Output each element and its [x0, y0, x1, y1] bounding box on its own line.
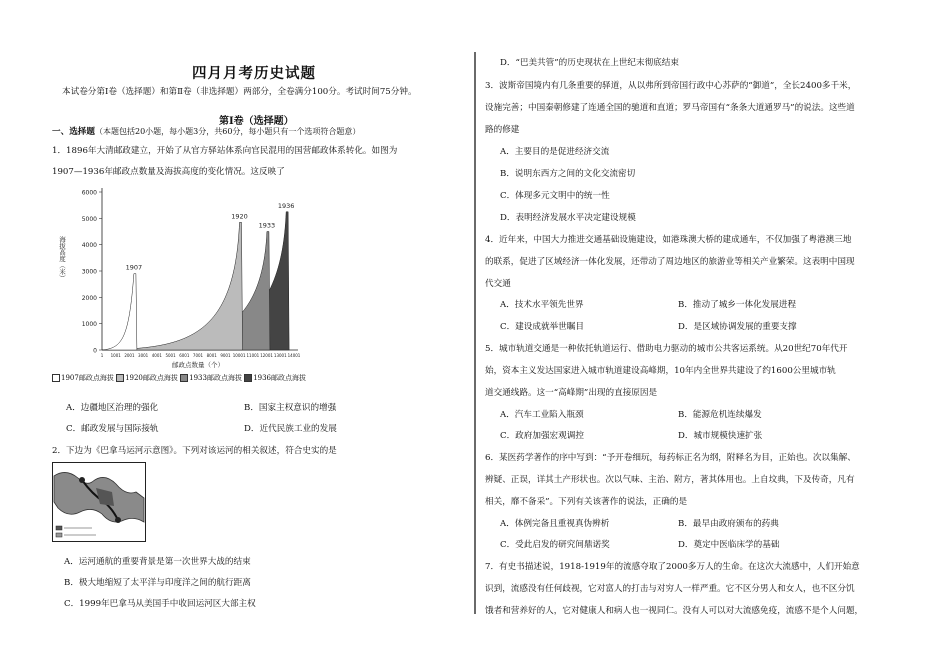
q2-option-b: B．极大地缩短了太平洋与印度洋之间的航行距离	[64, 578, 251, 588]
x-tick-label: 8001	[206, 353, 217, 358]
x-tick-label: 10001	[232, 353, 246, 358]
x-tick-label: 7001	[192, 353, 204, 358]
y-tick-label: 0	[93, 347, 97, 355]
q4-option-d: D．是区域协调发展的重要支撑	[678, 322, 797, 332]
q5-option-d: D．城市规模快速扩张	[678, 431, 763, 441]
q3-option-a: A．主要目的是促进经济交流	[500, 147, 610, 157]
series-area-1920邮政点海拔	[102, 222, 243, 350]
q1-chart	[50, 182, 310, 382]
q5-line3: 道交通线路。这一“高峰期”出现的直接原因是	[485, 388, 658, 398]
q6-option-a: A．体例完备且重视真伪辨析	[500, 519, 610, 529]
y-tick-label: 4000	[81, 242, 97, 250]
x-tick-label: 1	[100, 353, 104, 358]
q4-line2: 的联系，促进了区域经济一体化发展，还带动了周边地区的旅游业等相关产业繁荣。这表明中国现	[485, 257, 855, 267]
q5-option-b: B．能源危机连续爆发	[678, 410, 762, 420]
x-tick-label: 6001	[179, 353, 190, 358]
chart-legend	[52, 372, 306, 384]
q3-line1: 3．波斯帝国境内有几条重要的驿道，从以弗所到帝国行政中心苏萨的“御道”，全长2400多千米，	[485, 81, 857, 91]
q4-line1: 4．近年来，中国大力推进交通基础设施建设，如港珠澳大桥的建成通车，不仅加强了粤港澳三地	[485, 235, 852, 245]
q2-option-a: A．运河通航的重要背景是第一次世界大战的结束	[64, 557, 251, 567]
series-area-1907邮政点海拔	[102, 274, 137, 350]
q3-option-c: C．体现多元文明中的统一性	[500, 191, 610, 201]
q4-option-a: A．技术水平领先世界	[500, 300, 584, 310]
q5-option-a: A．汽车工业陷入瓶颈	[500, 410, 584, 420]
q5-line1: 5．城市轨道交通是一种依托轨道运行、借助电力驱动的城市公共客运系统。从20世纪70年代开	[485, 344, 848, 354]
x-tick-label: 2001	[124, 353, 135, 358]
q1-option-d: D．近代民族工业的发展	[244, 424, 337, 434]
q3-line2: 设施完善；中国秦朝修建了连通全国的驰道和直道；罗马帝国有“条条大道通罗马”的说法。这些道	[485, 103, 855, 113]
part-label: 一、选择题	[52, 127, 95, 137]
x-tick-label: 11001	[246, 353, 260, 358]
q3-option-b: B．说明东西方之间的文化交流密切	[500, 169, 636, 179]
q5-option-c: C．政府加强宏观调控	[500, 431, 584, 441]
x-tick-label: 3001	[138, 353, 149, 358]
legend-item-1933: 1933邮政点海拔	[180, 374, 242, 382]
legend-item-1920: 1920邮政点海拔	[116, 374, 178, 382]
q1-option-a: A．边疆地区治理的强化	[66, 403, 159, 413]
q7-line2: 识到，流感没有任何歧视，它对富人的打击与对穷人一样严重。它不区分男人和女人，也不区分饥	[485, 584, 855, 594]
part-heading	[52, 126, 360, 138]
x-axis-label: 邮政点数量（个）	[172, 361, 224, 369]
q4-line3: 代交通	[485, 279, 511, 289]
peak-label: 1920	[231, 212, 248, 221]
q2-stem: 2．下边为《巴拿马运河示意图》。下列对该运河的相关叙述，符合史实的是	[52, 446, 337, 456]
y-tick-label: 2000	[81, 294, 97, 302]
section-title: 第Ⅰ卷（选择题）	[219, 116, 294, 127]
q1-stem-line2: 1907—1936年邮政点数量及海拔高度的变化情况。这反映了	[52, 167, 285, 177]
x-tick-label: 1001	[110, 353, 121, 358]
y-tick-label: 5000	[81, 215, 97, 223]
x-tick-label: 12001	[260, 353, 273, 358]
part-note: （本题包括20小题，每小题3分，共60分，每小题只有一个选项符合题意）	[94, 127, 361, 136]
column-divider	[474, 52, 476, 614]
x-tick-label: 4001	[151, 353, 162, 358]
x-tick-label: 9001	[220, 353, 231, 358]
q7-line3: 饿者和营养好的人，它对健康人和病人也一视同仁。没有人可以对大流感免疫，流感不是个人问题，	[485, 606, 864, 616]
y-tick-label: 6000	[81, 189, 97, 197]
legend-item-1907: 1907邮政点海拔	[52, 374, 114, 382]
q4-option-b: B．推动了城乡一体化发展进程	[678, 300, 797, 310]
peak-label: 1936	[277, 201, 295, 210]
q6-line1: 6．某医药学著作的序中写到：“予开卷细玩，每药标正名为纲，附释名为目，正始也。次以集解、	[485, 453, 856, 463]
x-tick-label: 14001	[287, 353, 301, 358]
x-tick-label: 13001	[273, 353, 287, 358]
q2-option-d: D．“巴美共管”的历史现状在上世纪末彻底结束	[500, 58, 679, 68]
y-tick-label: 1000	[81, 321, 97, 329]
q6-line2: 辨疑、正误，详其土产形状也。次以气味、主治、附方，著其体用也。上自坟典，下及传奇，凡有	[485, 475, 855, 485]
q6-line3: 相关，靡不备采”。下列有关该著作的说法，正确的是	[485, 497, 688, 507]
q6-option-c: C．受此启发的研究间鼎诺奖	[500, 540, 610, 550]
panama-canal-map	[52, 462, 146, 542]
q3-line3: 路的修建	[485, 125, 520, 135]
peak-label: 1933	[258, 221, 276, 230]
q5-line2: 始，资本主义发达国家进入城市轨道建设高峰期，10年内全世界共建设了约1600公里城市轨	[485, 366, 836, 376]
q3-option-d: D．表明经济发展水平决定建设规模	[500, 213, 636, 223]
q4-option-c: C．建设成就举世瞩目	[500, 322, 584, 332]
q7-line1: 7．有史书描述说，1918-1919年的流感夺取了2000多万人的生命。在这次大流感中，人们开始意	[485, 562, 860, 572]
exam-intro: 本试卷分第Ⅰ卷（选择题）和第Ⅱ卷（非选择题）两部分，全卷满分100分。考试时间75分钟。	[62, 87, 417, 97]
q1-option-c: C．邮政发展与国际接轨	[66, 424, 159, 434]
peak-label: 1907	[125, 263, 143, 272]
q2-option-c: C．1999年巴拿马从美国手中收回运河区大部主权	[64, 599, 256, 609]
q1-stem-line1: 1．1896年大清邮政建立，开始了从官方驿站体系向官民混用的国营邮政体系转化。如图为	[52, 146, 398, 156]
q6-option-d: D．奠定中医临床学的基础	[678, 540, 780, 550]
q6-option-b: B．最早由政府颁布的药典	[678, 519, 779, 529]
y-tick-label: 3000	[81, 268, 97, 276]
x-tick-label: 5001	[165, 353, 176, 358]
y-axis-label: 海拔高度（米）	[58, 236, 66, 282]
exam-title: 四月月考历史试题	[192, 66, 316, 82]
legend-item-1936: 1936邮政点海拔	[244, 374, 306, 382]
q1-option-b: B．国家主权意识的增强	[244, 403, 337, 413]
